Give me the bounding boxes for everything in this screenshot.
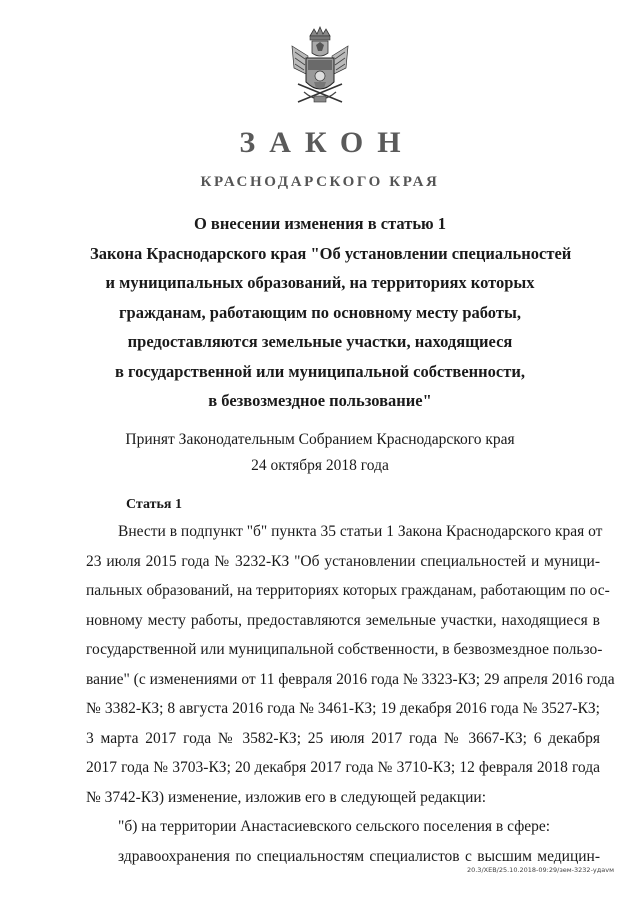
body-line: новному месту работы, предоставляются земельные участки, находящиеся в [86, 611, 600, 629]
heading-line: предоставляются земельные участки, находящиеся [127, 332, 513, 351]
body-line: здравоохранения по специальностям специалистов с высшим медицин- [118, 847, 600, 865]
article-body [86, 517, 615, 871]
body-line: 3 марта 2017 года № 3582-КЗ; 25 июля 2017 года № 3667-КЗ; 6 декабря [86, 729, 600, 747]
heading-line: Закона Краснодарского края "Об установлении специальностей [90, 243, 572, 263]
body-line: 2017 года № 3703-КЗ; 20 декабря 2017 года № 3710-КЗ; 12 февраля 2018 года [86, 759, 600, 776]
body-line: 23 июля 2015 года № 3232-КЗ "Об установлении специальностей и муници- [86, 552, 600, 570]
body-line: государственной или муниципальной собственности, в безвозмездное пользо- [86, 641, 603, 658]
body-line: пальных образований, на территориях которых гражданам, работающим по ос- [86, 582, 610, 599]
coat-of-arms-icon [288, 26, 352, 108]
body-line: № 3382-КЗ; 8 августа 2016 года № 3461-КЗ; 19 декабря 2016 года № 3527-КЗ; [86, 700, 600, 717]
article-title: Статья 1 [126, 497, 182, 512]
heading-line: в безвозмездное пользование" [208, 391, 432, 410]
body-line: "б) на территории Анастасиевского сельского поселения в сфере: [118, 818, 551, 835]
heading-line: и муниципальных образований, на территориях которых [105, 273, 535, 292]
law-heading [90, 209, 572, 416]
body-line: № 3742-КЗ) изменение, изложив его в следующей редакции: [86, 788, 487, 806]
document-subtitle: КРАСНОДАРСКОГО КРАЯ [200, 174, 440, 190]
body-line: Внести в подпункт "б" пункта 35 статьи 1 Закона Краснодарского края от [118, 523, 603, 540]
footer-code: 20.3/XEB/25.10.2018-09:29/зем-3232-удаvм [466, 866, 614, 874]
heading-line: гражданам, работающим по основному месту работы, [119, 302, 521, 322]
body-line: вание" (с изменениями от 11 февраля 2016 года № 3323-КЗ; 29 апреля 2016 года [86, 670, 615, 688]
heading-line: в государственной или муниципальной собственности, [114, 361, 525, 381]
adoption-date: 24 октября 2018 года [251, 457, 389, 474]
document-title: ЗАКОН [239, 126, 415, 159]
adoption-body: Принят Законодательным Собранием Краснодарского края [125, 431, 515, 448]
heading-line: О внесении изменения в статью 1 [193, 214, 447, 233]
adoption-note [0, 427, 640, 479]
